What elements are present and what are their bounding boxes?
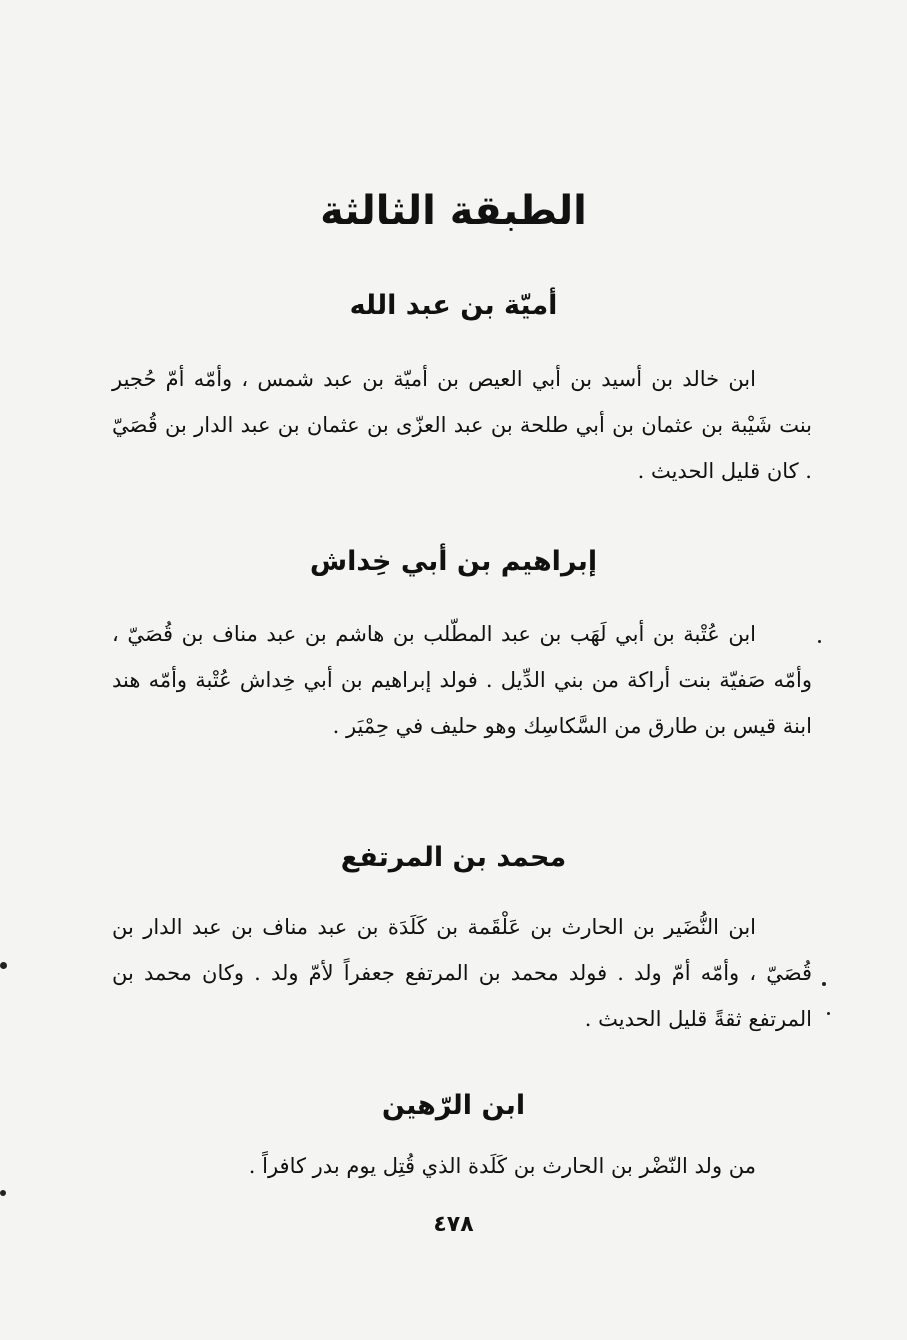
entry-text: ابن خالد بن أسيد بن أبي العيص بن أميّة بن عبد شمس ، وأمّه أمّ حُجير بنت شَيْبة بن عثمان بن أبي طلحة بن عبد العزّى بن عثمان بن عبد الدار بن قُصَيّ . كان قليل الحديث . <box>112 367 812 483</box>
entry-paragraph <box>112 1143 812 1189</box>
entry-text: من ولد النّضْر بن الحارث بن كَلَدة الذي قُتِل يوم بدر كافراً . <box>248 1154 756 1178</box>
entry-title: أميّة بن عبد الله <box>349 290 558 321</box>
section-title: الطبقة الثالثة <box>320 188 587 234</box>
entry-paragraph <box>112 904 812 1042</box>
page-number: ٤٧٨ <box>433 1212 474 1237</box>
scan-speck <box>0 1190 6 1196</box>
scan-speck <box>818 640 821 643</box>
scan-speck <box>0 962 7 969</box>
scan-speck <box>827 1012 830 1015</box>
entry-paragraph <box>112 611 812 749</box>
scan-speck <box>822 982 826 986</box>
entry-title: إبراهيم بن أبي خِداش <box>309 546 598 577</box>
entry-title: محمد بن المرتفع <box>340 842 567 873</box>
entry-title: ابن الرّهين <box>381 1090 526 1121</box>
entry-text: ابن النُّضَير بن الحارث بن عَلْقَمة بن كَلَدَة بن عبد مناف بن عبد الدار بن قُصَيّ ، وأمّه أمّ ولد . فولد محمد بن المرتفع جعفراً لأمّ ولد . وكان محمد بن المرتفع ثقةً قليل الحديث . <box>112 915 812 1031</box>
entry-text: ابن عُتْبة بن أبي لَهَب بن عبد المطّلب بن هاشم بن عبد مناف بن قُصَيّ ، وأمّه صَفيّة بنت أراكة من بني الدِّيل . فولد إبراهيم بن أبي خِداش عُتْبة وأمّه هند ابنة قيس بن طارق من السَّكاسِك وهو حليف في حِمْيَر . <box>112 622 812 738</box>
entry-paragraph <box>112 356 812 494</box>
